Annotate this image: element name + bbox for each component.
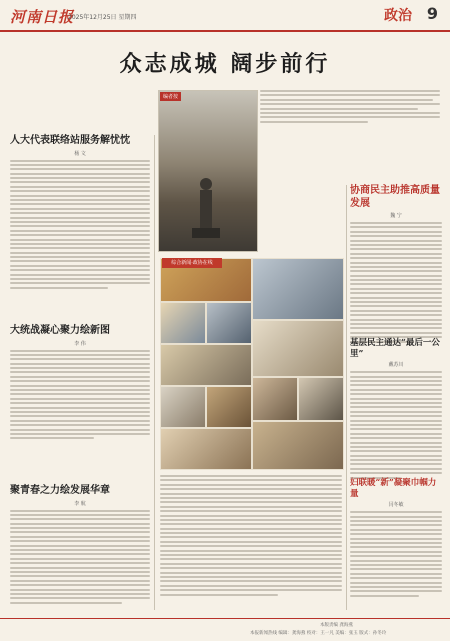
article-author: 魏 宁 — [390, 213, 402, 219]
article-title: 聚青春之力绘发展华章 — [10, 485, 110, 496]
article-title: 协商民主助推高质量发展 — [350, 185, 440, 209]
page-footer — [0, 618, 450, 641]
collage-tile-9 — [252, 320, 344, 377]
footer-hotline: 本报新闻热线 编辑：龚海燕 校对：王一凡 美编：张玉 版式：孙冬玲 — [250, 631, 387, 636]
article-title: 基层民主通达“最后一公里” — [350, 338, 440, 359]
article-title: 大统战凝心聚力绘新图 — [10, 325, 110, 336]
article-author: 李 航 — [74, 500, 86, 507]
section-name: 政治 — [384, 8, 412, 24]
main-headline: 众志成城 阔步前行 — [119, 51, 331, 77]
article-left-top — [10, 135, 150, 289]
article-center-bottom — [160, 475, 342, 596]
collage-tile-6 — [206, 386, 252, 428]
editor-credit: 本版责编 龚海燕 — [320, 623, 353, 628]
article-right-bottom — [350, 478, 442, 597]
intro-text — [260, 90, 440, 123]
statue-illustration — [170, 150, 240, 240]
article-right-top — [350, 185, 442, 343]
collage-tile-5 — [160, 386, 206, 428]
article-title: 人大代表联络站服务解忧忱 — [10, 135, 130, 146]
collage-tile-10 — [252, 377, 298, 421]
article-left-bottom — [10, 485, 150, 604]
collage-tile-2 — [160, 302, 206, 344]
column-divider-right — [346, 185, 347, 610]
collage-tile-3 — [206, 302, 252, 344]
editor-note-badge: 编者按 — [160, 92, 181, 101]
article-title: 妇联暖“新”凝聚巾帼力量 — [350, 478, 437, 499]
collage-tile-11 — [298, 377, 344, 421]
article-right-mid — [350, 338, 442, 479]
page-number: 9 — [426, 4, 438, 23]
article-author: 杨 文 — [74, 150, 86, 157]
collage-tile-7 — [160, 428, 252, 470]
collage-tile-4 — [160, 344, 252, 386]
article-author: 闫冬敏 — [388, 502, 404, 509]
newspaper-logo: 河南日报 — [10, 8, 75, 26]
article-author: 李 伟 — [74, 340, 86, 347]
collage-tile-8 — [252, 258, 344, 320]
issue-date: 2025年12月25日 星期四 — [68, 14, 137, 21]
column-divider-left — [154, 135, 155, 610]
article-left-mid — [10, 325, 150, 439]
collage-tile-12 — [252, 421, 344, 470]
masthead — [0, 0, 450, 32]
collage-banner: 综合新闻·政协在线 — [162, 258, 222, 268]
article-author: 戴苏川 — [388, 362, 404, 369]
